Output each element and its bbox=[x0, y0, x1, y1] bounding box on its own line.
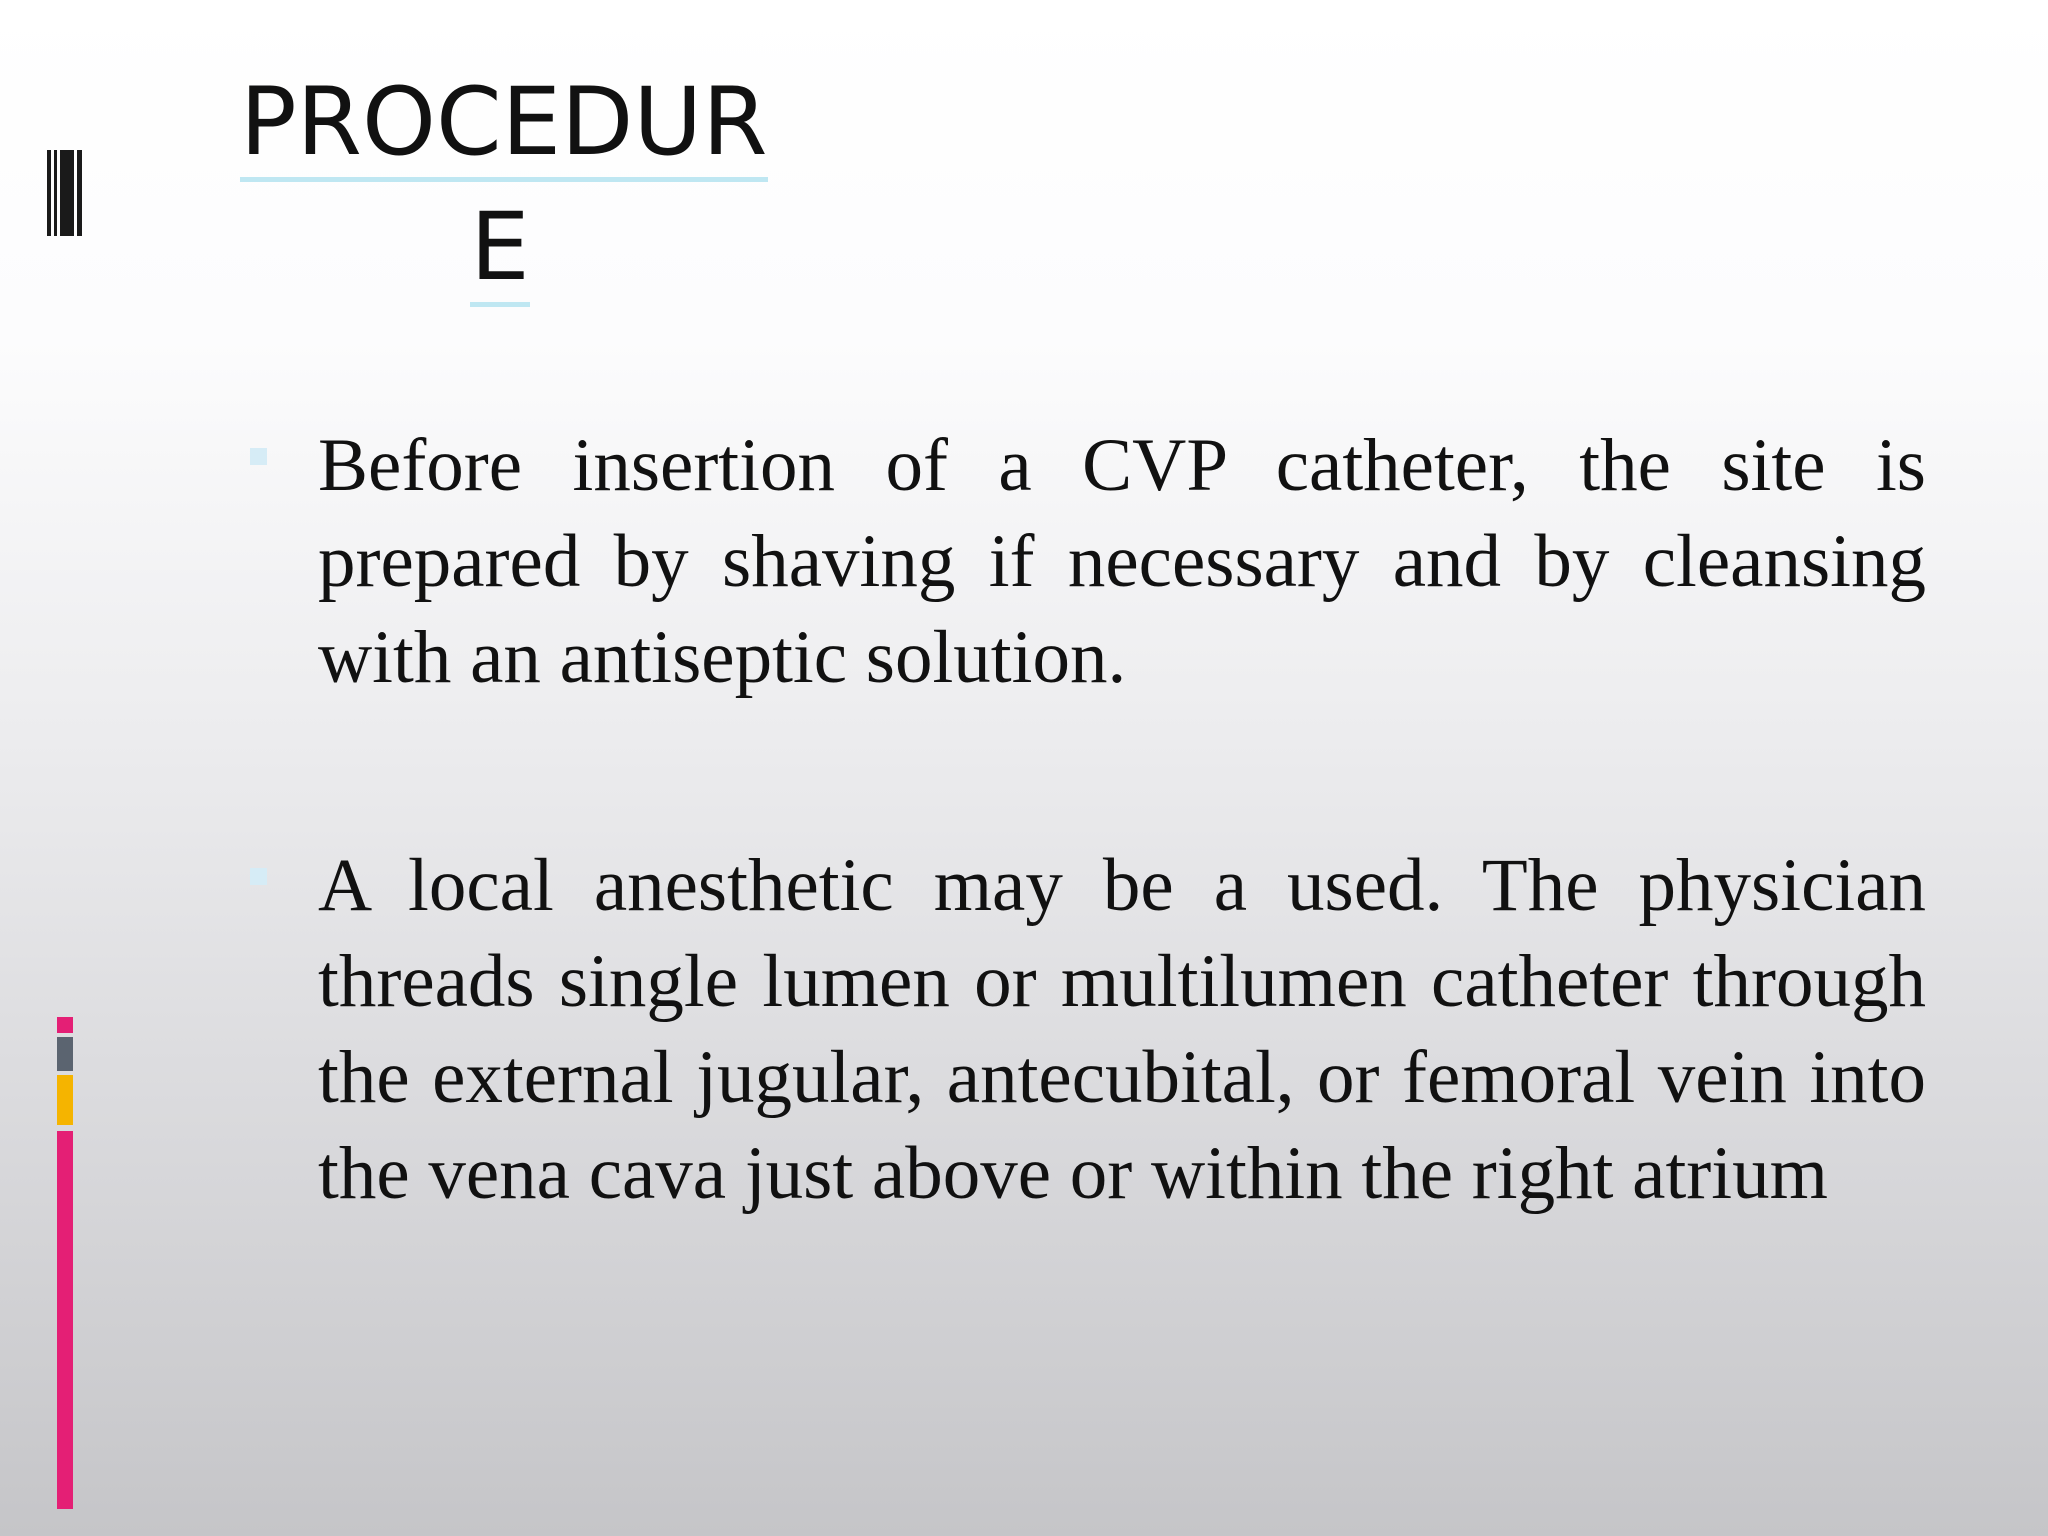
bullet-text: A local anesthetic may be a used. The physician threads single lumen or multilumen catheter through the external jugular, antecubital, or femoral vein into the vena cava just above or within the right atrium bbox=[318, 844, 1926, 1215]
decorative-bars-icon bbox=[47, 150, 83, 236]
accent-bar-pink-top bbox=[57, 1017, 73, 1033]
bullet-list bbox=[240, 418, 1926, 1222]
title-line-2: E bbox=[240, 185, 760, 310]
accent-bar-yellow bbox=[57, 1075, 73, 1125]
accent-bar-pink bbox=[57, 1131, 73, 1509]
bullet-square-icon bbox=[250, 868, 267, 885]
bullet-text: Before insertion of a CVP catheter, the site is prepared by shaving if necessary and by cleansing with an antiseptic solution. bbox=[318, 424, 1926, 699]
title-line-1: PROCEDUR bbox=[240, 60, 760, 185]
accent-bar-gray bbox=[57, 1037, 73, 1071]
slide-title bbox=[240, 60, 768, 310]
bullet-square-icon bbox=[250, 448, 267, 465]
list-item bbox=[240, 838, 1926, 1222]
list-item bbox=[240, 418, 1926, 706]
